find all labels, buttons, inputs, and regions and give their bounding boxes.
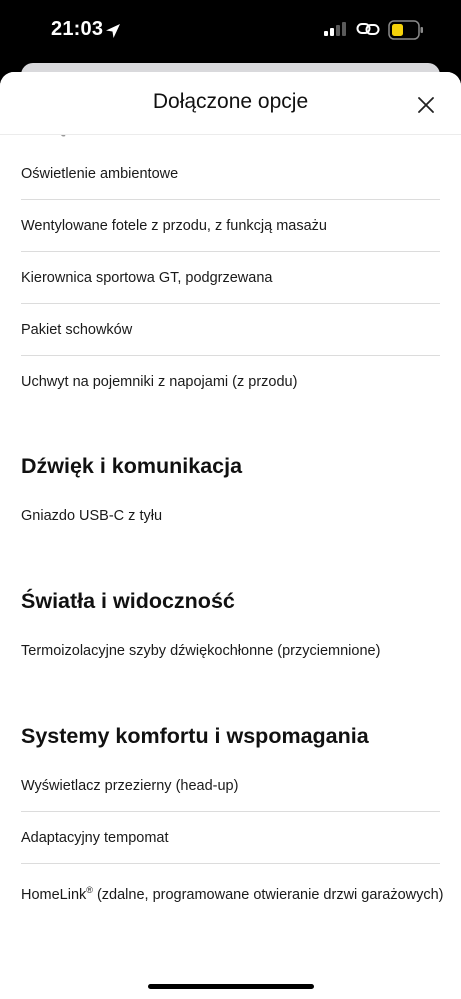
status-bar [0, 0, 461, 62]
status-time: 21:03 [51, 18, 104, 40]
options-sheet [0, 72, 461, 999]
cellular-signal-icon [324, 22, 348, 36]
homelink-name: HomeLink [21, 887, 87, 903]
list-item: Wentylowane fotele z przodu, z funkcją masażu [21, 200, 440, 252]
battery-icon [388, 20, 424, 40]
list-item: Adaptacyjny tempomat [21, 812, 440, 864]
location-arrow-icon [104, 22, 122, 40]
list-item: Gniazdo USB-C z tyłu [21, 508, 163, 524]
section-heading: Systemy komfortu i wspomagania [21, 724, 369, 748]
section-heading: Dźwięk i komunikacja [21, 454, 243, 478]
close-button[interactable] [412, 91, 440, 119]
section-heading: Światła i widoczność [21, 589, 235, 613]
list-item: Wyświetlacz przezierny (head-up) [21, 760, 440, 812]
homelink-description: (zdalne, programowane otwieranie drzwi garażowych) [92, 887, 444, 903]
close-icon [418, 97, 434, 113]
list-item: Oświetlenie ambientowe [21, 148, 440, 200]
list-item: Uchwyt na pojemniki z napojami (z przodu) [21, 374, 298, 390]
home-indicator [148, 984, 314, 989]
list-item: Termoizolacyjne szyby dźwiękochłonne (przyciemnione) [21, 643, 381, 659]
sheet-header [0, 72, 461, 135]
sheet-title: Dołączone opcje [152, 90, 309, 113]
registered-mark: ® [86, 885, 93, 895]
list-item-homelink [21, 864, 444, 916]
list-item: Pakiet schowków [21, 304, 440, 356]
list-item: Kierownica sportowa GT, podgrzewana [21, 252, 440, 304]
link-icon [356, 21, 380, 37]
